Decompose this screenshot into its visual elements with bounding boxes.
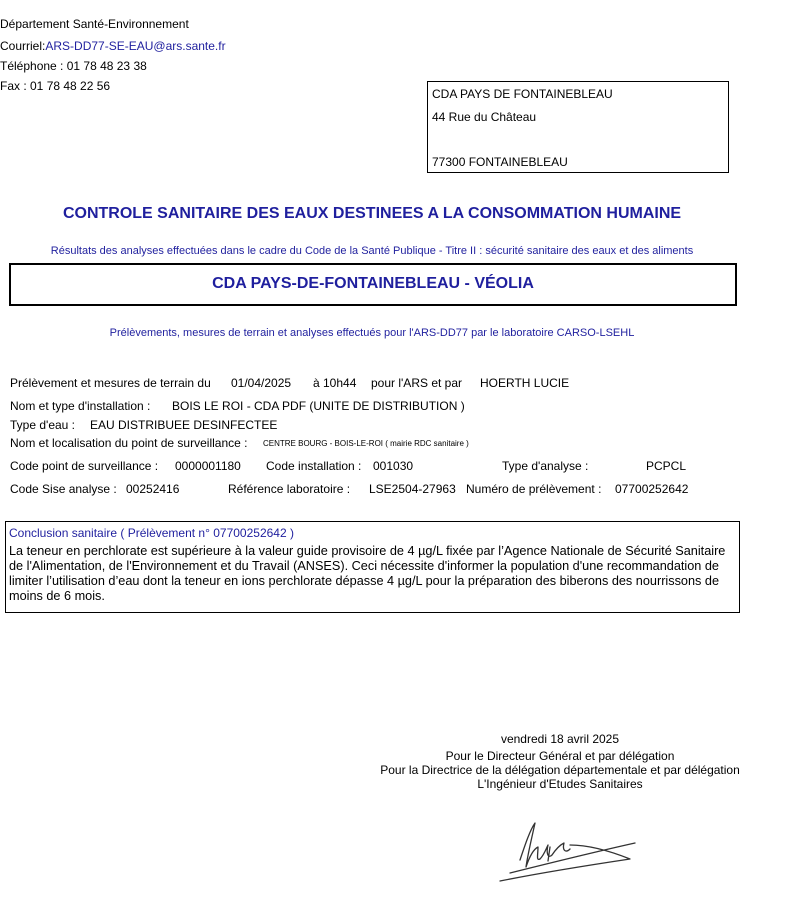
department-name: Département Santé-Environnement	[0, 17, 189, 31]
installation-code-label: Code installation :	[266, 459, 362, 473]
handwritten-signature	[490, 815, 650, 885]
email-link[interactable]: ARS-DD77-SE-EAU@ars.sante.fr	[45, 39, 226, 53]
network-title-box	[9, 263, 737, 306]
installation-label: Nom et type d'installation :	[10, 399, 151, 413]
surveillance-point-value: CENTRE BOURG - BOIS-LE-ROI ( mairie RDC sanitaire )	[263, 439, 469, 448]
recipient-street: 44 Rue du Château	[432, 110, 537, 124]
surveillance-point-label: Nom et localisation du point de surveillance :	[10, 436, 248, 450]
sampling-time: à 10h44	[313, 376, 357, 390]
point-code-value: 0000001180	[175, 459, 241, 473]
recipient-name: CDA PAYS DE FONTAINEBLEAU	[432, 87, 613, 101]
lab-reference-value: LSE2504-27963	[369, 482, 456, 496]
conclusion-text: La teneur en perchlorate est supérieure à la valeur guide provisoire de 4 µg/L fixée par l’Agence Nationale de Sécurité Sanitaire de l'Alimentation, de l'Environnement et du Travail (ANSES). Ceci nécessite d'informer la population d'une recommandation de limiter l’utilisation d’eau dont la teneur en ions perchlorate dépasse 4 µg/L pour la préparation des biberons des nourrissons de moins de 6 mois.	[9, 544, 726, 603]
sampler-name: HOERTH LUCIE	[480, 376, 570, 390]
subtitle: Résultats des analyses effectuées dans le cadre du Code de la Santé Publique - Titre II : sécurité sanitaire des eaux et des aliments	[50, 245, 694, 257]
delegation-line-2: Pour la Directrice de la délégation départementale et par délégation	[380, 763, 740, 777]
fax-line: Fax : 01 78 48 22 56	[0, 79, 111, 93]
installation-value: BOIS LE ROI - CDA PDF (UNITE DE DISTRIBUTION )	[172, 399, 465, 413]
main-title: CONTROLE SANITAIRE DES EAUX DESTINEES A LA CONSOMMATION HUMAINE	[62, 205, 682, 222]
installation-code-value: 001030	[373, 459, 414, 473]
sample-number-value: 07700252642	[615, 482, 689, 496]
analysis-type-label: Type d'analyse :	[502, 459, 589, 473]
conclusion-heading: Conclusion sanitaire ( Prélèvement n° 07700252642 )	[9, 526, 294, 540]
sample-number-label: Numéro de prélèvement :	[466, 482, 602, 496]
signature-date: vendredi 18 avril 2025	[500, 732, 620, 746]
delegation-line-1: Pour le Directeur Général et par délégation	[445, 749, 675, 763]
sampling-for-label: pour l'ARS et par	[371, 376, 463, 390]
conclusion-box	[5, 521, 740, 613]
phone-line: Téléphone : 01 78 48 23 38	[0, 59, 147, 73]
sise-code-value: 00252416	[126, 482, 180, 496]
laboratory-line: Prélèvements, mesures de terrain et analyses effectués pour l'ARS-DD77 par le laboratoire CARSO-LSEHL	[109, 327, 635, 339]
water-type-value: EAU DISTRIBUEE DESINFECTEE	[90, 418, 278, 432]
email-label: Courriel:	[0, 39, 46, 53]
recipient-address-box	[427, 81, 729, 173]
email-line	[0, 39, 226, 53]
sampling-date: 01/04/2025	[231, 376, 292, 390]
network-title: CDA PAYS-DE-FONTAINEBLEAU - VÉOLIA	[212, 275, 534, 292]
water-type-label: Type d'eau :	[10, 418, 76, 432]
signatory-title: L'Ingénieur d'Etudes Sanitaires	[477, 777, 643, 791]
analysis-type-value: PCPCL	[646, 459, 687, 473]
lab-reference-label: Référence laboratoire :	[228, 482, 351, 496]
sampling-label: Prélèvement et mesures de terrain du	[10, 376, 211, 390]
sise-code-label: Code Sise analyse :	[10, 482, 117, 496]
recipient-city: 77300 FONTAINEBLEAU	[432, 155, 568, 169]
point-code-label: Code point de surveillance :	[10, 459, 159, 473]
